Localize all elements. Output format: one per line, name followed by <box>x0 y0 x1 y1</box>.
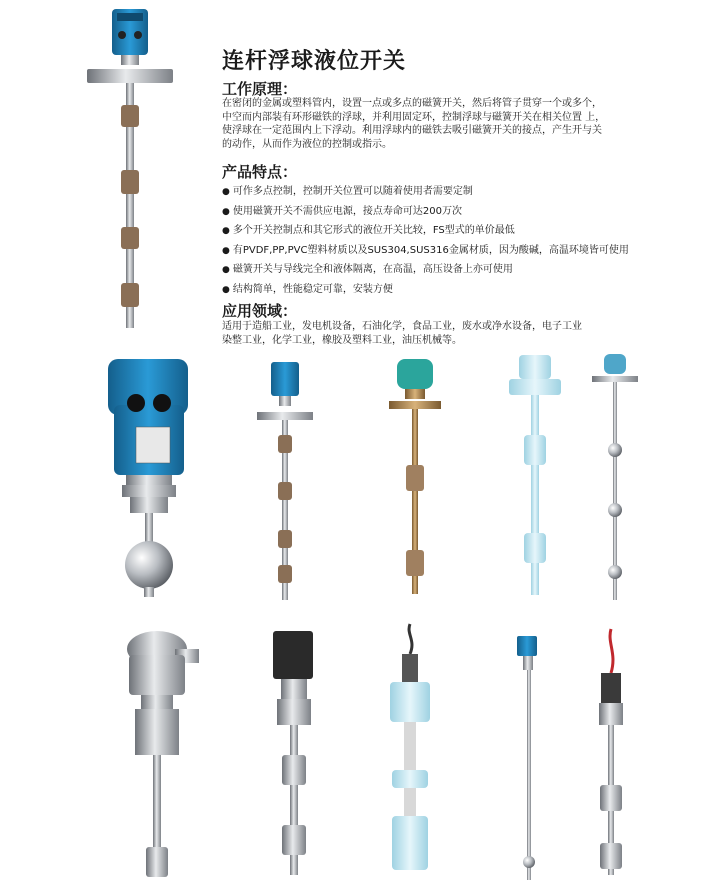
feature-item: ● 多个开关控制点和其它形式的液位开关比较，FS型式的单价最低 <box>222 221 629 241</box>
features-heading: 产品特点： <box>222 163 298 181</box>
principle-line: 在密闭的金属或塑料管内，设置一点或多点的磁簧开关，然后将管子贯穿一个或多个， <box>222 98 602 109</box>
plastic-float-switch-image <box>505 355 565 600</box>
thin-steel-multipoint-image <box>590 350 640 605</box>
feature-item: ● 使用磁簧开关不需供应电源，接点寿命可达200万次 <box>222 202 629 222</box>
teal-head-brass-switch-image <box>385 355 445 600</box>
applications-text <box>222 320 642 347</box>
aluminum-head-switch-image <box>115 625 205 885</box>
principle-line: 使浮球在一定范围内上下浮动。利用浮球内的磁铁去吸引磁簧开关的接点，产生开与关 <box>222 125 602 136</box>
thin-rod-small-plug-image <box>505 630 555 885</box>
pp-float-with-cable-image <box>380 620 440 885</box>
principle-text <box>222 97 642 151</box>
connector-head-switch-image <box>265 625 325 885</box>
feature-item: ● 磁簧开关与导线完全和液体隔离，在高温，高压设备上亦可使用 <box>222 260 629 280</box>
feature-item: ● 结构简单，性能稳定可靠，安装方便 <box>222 280 629 300</box>
features-list <box>222 182 629 299</box>
applications-line: 适用于造船工业，发电机设备，石油化学，食品工业，废水或净水设备，电子工业 <box>222 321 582 332</box>
principle-line: 的动作，从而作为液位的控制或指示。 <box>222 138 392 150</box>
small-blue-multipoint-image <box>255 360 315 605</box>
principle-heading: 工作原理： <box>222 80 298 98</box>
feature-item: ● 可作多点控制，控制开关位置可以随着使用者需要定制 <box>222 182 629 202</box>
page-title: 连杆浮球液位开关 <box>222 49 407 74</box>
feature-item: ● 有PVDF,PP,PVC塑料材质以及SUS304,SUS316金属材质，因为酸碱，高温环境皆可使用 <box>222 241 629 261</box>
applications-heading: 应用领域： <box>222 302 298 320</box>
applications-line: 染整工业，化学工业，橡胶及塑料工业，油压机械等。 <box>222 334 462 346</box>
blue-head-ball-float-image <box>100 355 200 605</box>
multipoint-switch-blue-image <box>85 5 175 335</box>
principle-line: 中空而内部装有环形磁铁的浮球，并利用固定环，控制浮球与磁簧开关在相关位置 上， <box>222 111 606 123</box>
red-cable-steel-switch-image <box>585 625 640 885</box>
